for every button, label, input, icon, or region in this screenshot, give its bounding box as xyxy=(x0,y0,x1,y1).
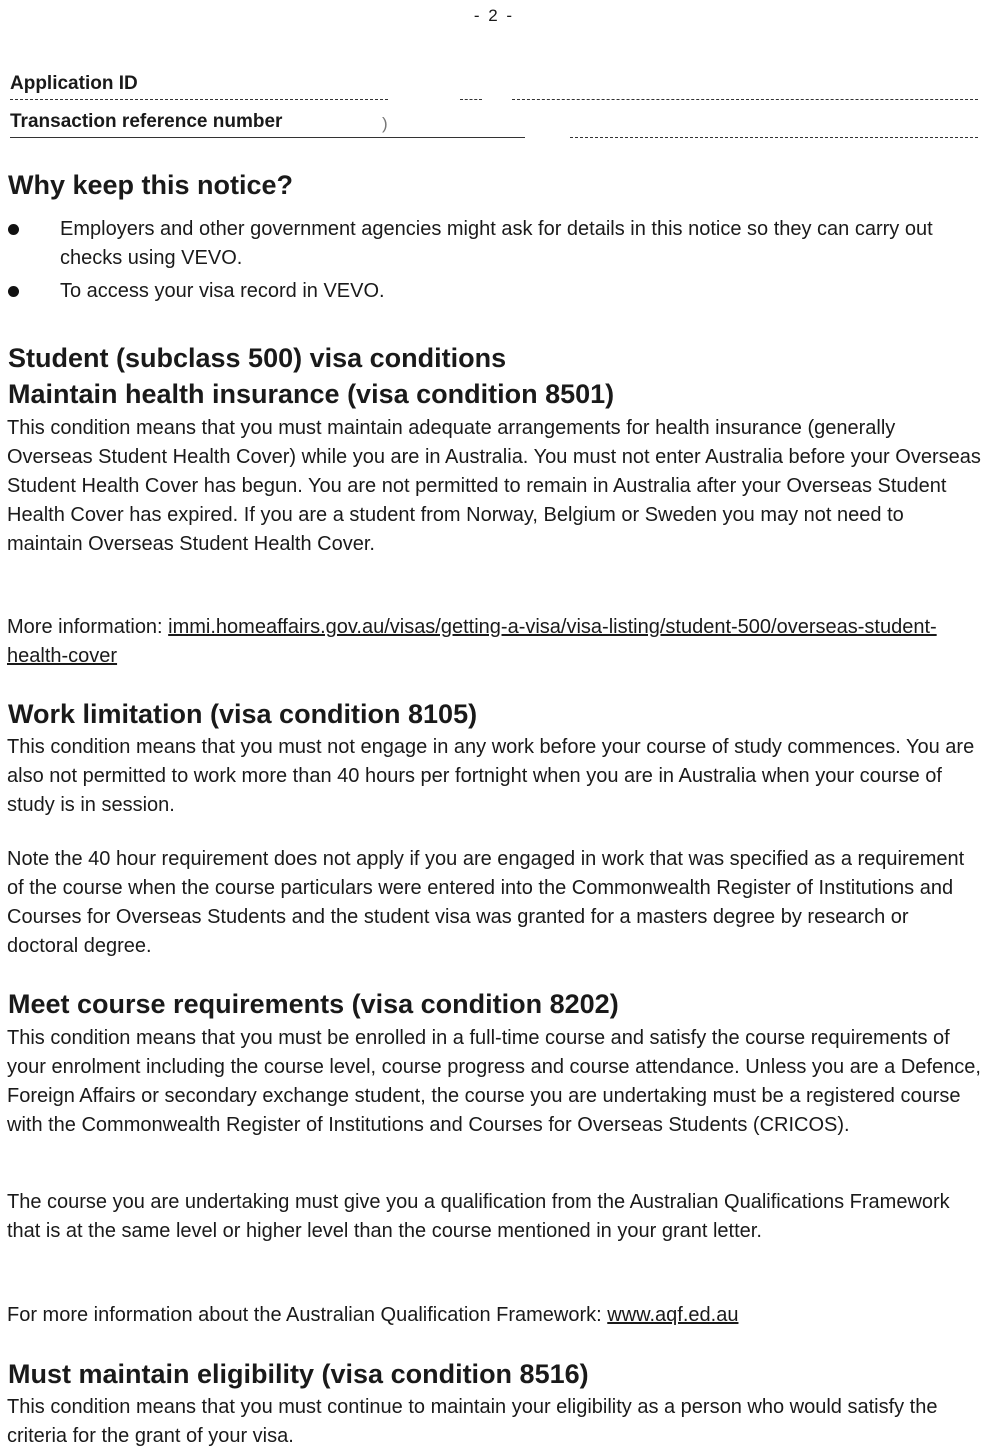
condition-8501-heading: Maintain health insurance (visa condition 8501) xyxy=(8,379,615,409)
condition-8516-body: This condition means that you must continue to maintain your eligibility as a person who would satisfy the criteria for the grant of your visa. xyxy=(7,1396,938,1447)
page-number: - 2 - xyxy=(473,6,515,25)
aqf-link[interactable]: www.aqf.ed.au xyxy=(607,1304,739,1326)
list-item-text: Employers and other government agencies might ask for details in this notice so they can carry out checks using VEVO. xyxy=(60,218,933,269)
transaction-ref-underline xyxy=(10,137,525,138)
why-keep-heading: Why keep this notice? xyxy=(8,170,294,200)
condition-8202-qualification: The course you are undertaking must give you a qualification from the Australian Qualifications Framework that is at the same level or higher level than the course mentioned in your grant letter. xyxy=(7,1191,950,1242)
application-id-row xyxy=(10,64,978,100)
application-id-underline xyxy=(10,99,388,100)
transaction-ref-value-line xyxy=(570,137,978,138)
more-info-label: More information: xyxy=(7,616,169,638)
aqf-label: For more information about the Australian Qualification Framework: xyxy=(7,1304,608,1326)
bracket-mark: ) xyxy=(382,114,388,133)
student-conditions-title: Student (subclass 500) visa conditions xyxy=(8,343,507,373)
application-id-value-line xyxy=(512,99,978,100)
condition-8501-more-info xyxy=(7,613,982,671)
condition-8516-heading: Must maintain eligibility (visa condition 8516) xyxy=(8,1359,589,1389)
transaction-ref-label: Transaction reference number xyxy=(10,111,283,132)
condition-8202-body: This condition means that you must be enrolled in a full-time course and satisfy the course requirements of your enrolment including the course level, course progress and course attendance. Unless you are a Defence, Foreign Affairs or secondary exchange student, the course you are undertaking must be a registered course with the Commonwealth Register of Institutions and Courses for Overseas Students (CRICOS). xyxy=(7,1027,981,1136)
condition-8202-aqf-info xyxy=(7,1301,982,1330)
bullet-icon xyxy=(8,286,19,297)
condition-8105-heading: Work limitation (visa condition 8105) xyxy=(8,699,478,729)
list-item xyxy=(8,215,968,273)
bullet-icon xyxy=(8,224,19,235)
condition-8105-body: This condition means that you must not engage in any work before your course of study commences. You are also not permitted to work more than 40 hours per fortnight when you are in Australia when your course of study is in session. xyxy=(7,736,975,816)
condition-8202-heading: Meet course requirements (visa condition 8202) xyxy=(8,989,619,1019)
why-keep-list xyxy=(8,215,968,306)
application-id-underline-mark xyxy=(460,99,482,100)
transaction-ref-row xyxy=(10,102,978,138)
health-cover-link[interactable]: immi.homeaffairs.gov.au/visas/getting-a-visa/visa-listing/student-500/overseas-student-health-cover xyxy=(7,616,937,667)
condition-8501-body: This condition means that you must maintain adequate arrangements for health insurance (generally Overseas Student Health Cover) while you are in Australia. You must not enter Australia before your Overseas Student Health Cover has begun. You are not permitted to remain in Australia after your Overseas Student Health Cover has expired. If you are a student from Norway, Belgium or Sweden you may not need to maintain Overseas Student Health Cover. xyxy=(7,417,981,555)
list-item xyxy=(8,277,968,306)
condition-8105-note: Note the 40 hour requirement does not apply if you are engaged in work that was specified as a requirement of the course when the course particulars were entered into the Commonwealth Register of Institutions and Courses for Overseas Students and the student visa was granted for a masters degree by research or doctoral degree. xyxy=(7,848,965,957)
list-item-text: To access your visa record in VEVO. xyxy=(60,280,385,302)
application-id-label: Application ID xyxy=(10,73,138,94)
